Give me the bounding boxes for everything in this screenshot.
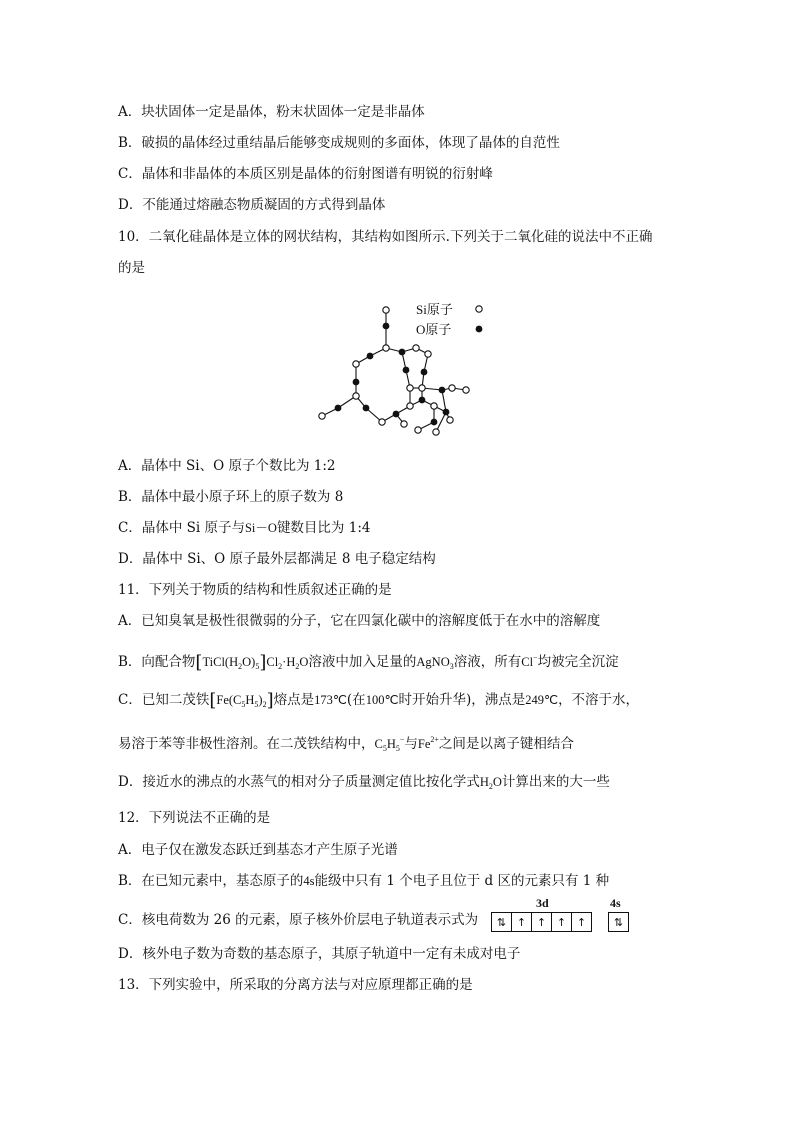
q11-option-a: A．已知臭氧是极性很微弱的分子，它在四氯化碳中的溶解度低于在水中的溶解度 [118,613,601,629]
legend-si-label: Si原子 [416,302,453,317]
orbital-box-3d-4: ↑ [551,912,572,932]
q9-option-c: C．晶体和非晶体的本质区别是晶体的衍射图谱有明锐的衍射峰 [118,166,493,182]
q11-option-c-cont: 易溶于苯等非极性溶剂。在二茂铁结构中，$C_5H_5^-$与$Fe^{2+}$之间是以离子键相结合 [118,735,574,753]
orbital-diagram-3d [491,912,593,932]
q12-option-a: A．电子仅在激发态跃迁到基态才产生原子光谱 [118,842,398,858]
q11-stem: 11．下列关于物质的结构和性质叙述正确的是 [118,582,392,598]
sio2-network-diagram [310,296,490,438]
q11-option-d: D．接近水的沸点的水蒸气的相对分子质量测定值比按化学式$H_2O$计算出来的大一些 [118,774,610,791]
q11-option-b: B．向配合物$[TiCl(H_2O)_5]Cl_2\cdot H_2O$溶液中加入足量的AgNO$_3$溶液，所有Cl−均被完全沉淀 [118,652,619,673]
orbital-box-3d-5: ↑ [571,912,592,932]
legend-si-icon [474,304,484,314]
q9-option-b: B．破损的晶体经过重结晶后能够变成规则的多面体，体现了晶体的自范性 [118,135,560,151]
orbital-label-3d: 3d [536,896,549,910]
orbital-box-4s-1: ⇅ [608,912,629,932]
q13-stem: 13．下列实验中，所采取的分离方法与对应原理都正确的是 [118,977,473,993]
legend-o-label: O原子 [416,322,452,337]
q9-option-d: D．不能通过熔融态物质凝固的方式得到晶体 [118,197,386,213]
sio2-structure-figure [310,296,490,438]
q10-option-b: B．晶体中最小原子环上的原子数为 8 [118,489,344,505]
q12-option-d: D．核外电子数为奇数的基态原子，其原子轨道中一定有未成对电子 [118,946,521,962]
orbital-box-3d-2: ↑ [511,912,532,932]
q10-option-a: A．晶体中 Si、O 原子个数比为 1:2 [118,458,336,474]
q12-option-b: B．在已知元素中，基态原子的4s能级中只有 1 个电子且位于 d 区的元素只有 1 种 [118,873,610,889]
q12-option-c: C．核电荷数为 26 的元素，原子核外价层电子轨道表示式为 [118,912,479,928]
q12-stem: 12．下列说法不正确的是 [118,810,271,826]
orbital-box-3d-1: ⇅ [491,912,512,932]
q9-option-a: A．块状固体一定是晶体，粉末状固体一定是非晶体 [118,104,425,120]
legend-o-icon [474,324,484,334]
q10-stem-cont: 的是 [118,260,145,276]
orbital-box-3d-3: ↑ [531,912,552,932]
q10-option-d: D．晶体中 Si、O 原子最外层都满足 8 电子稳定结构 [118,551,436,567]
q11-option-c: C．已知二茂铁$[Fe(C_5H_5)_2]$熔点是173℃(在100℃时开始升华)，沸点是249℃，不溶于水， [118,690,640,711]
orbital-label-4s: 4s [610,896,621,910]
q10-stem: 10．二氧化硅晶体是立体的网状结构，其结构如图所示.下列关于二氧化硅的说法中不正确 [118,229,653,245]
q10-option-c: C．晶体中 Si 原子与Si－O键数目比为 1:4 [118,520,371,536]
orbital-diagram-4s [608,912,630,932]
